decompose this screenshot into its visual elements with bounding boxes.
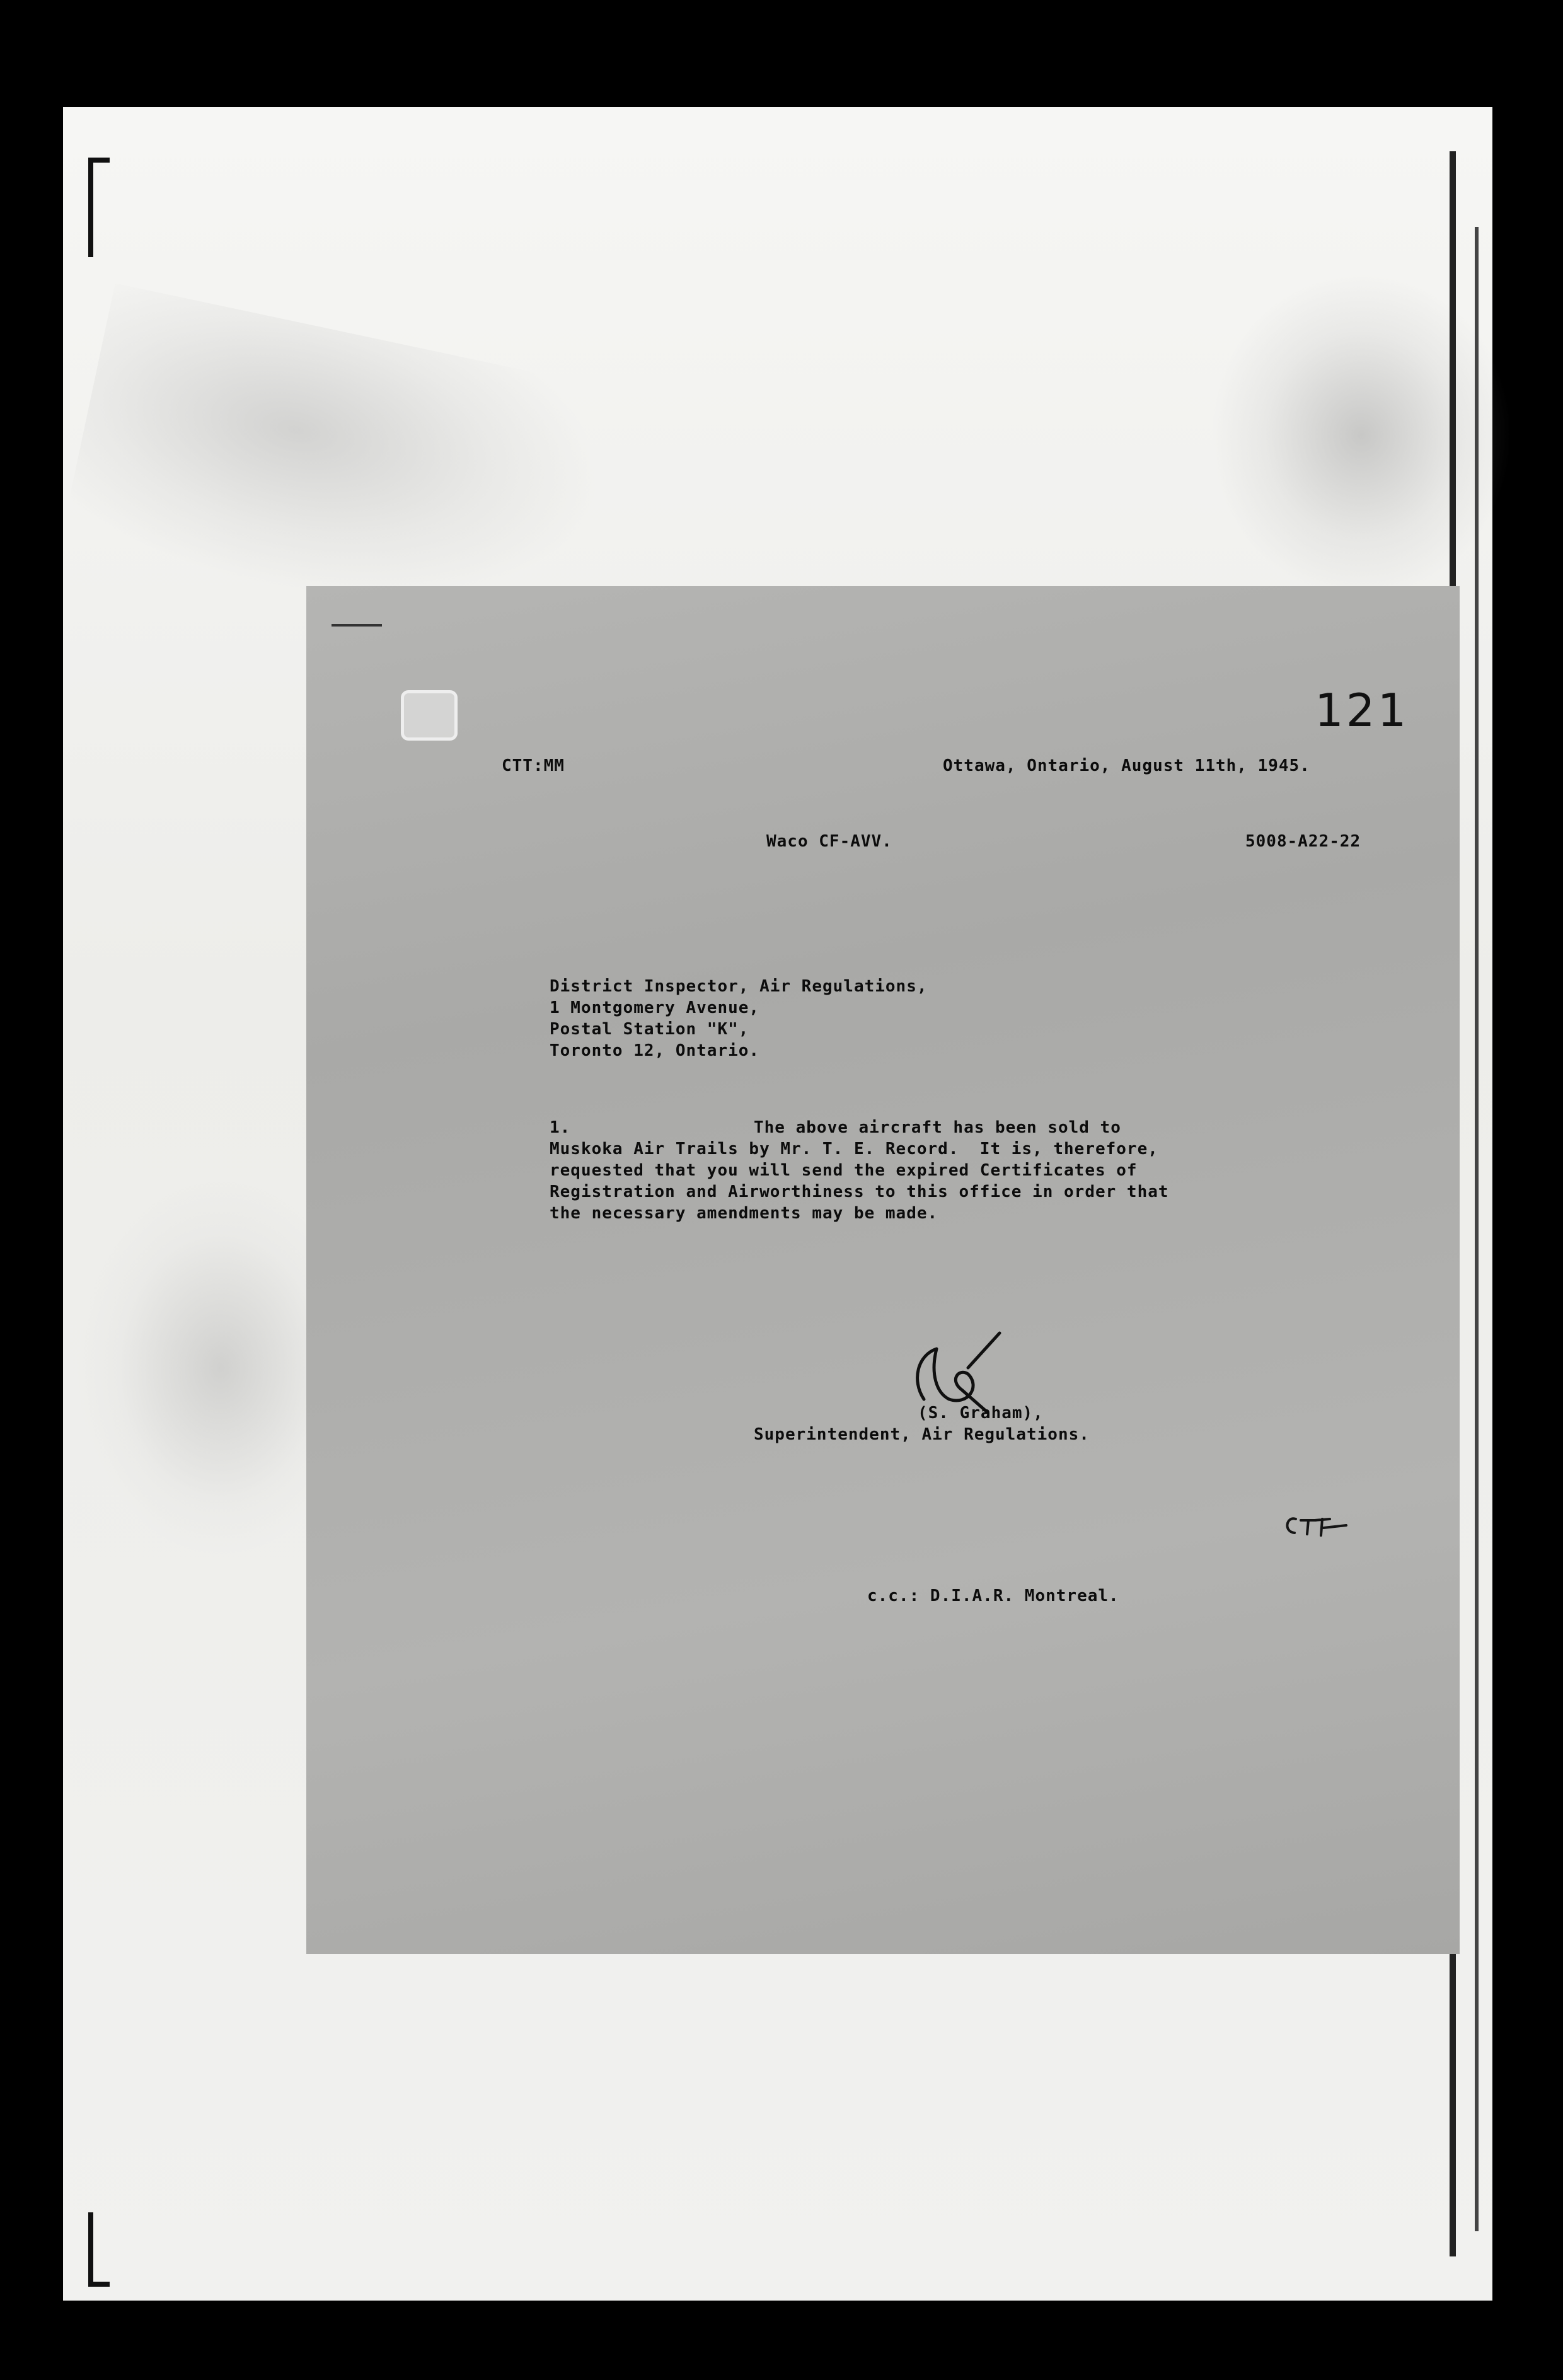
- file-number: 5008-A22-22: [1245, 832, 1361, 851]
- addressee-line: Toronto 12, Ontario.: [550, 1041, 760, 1060]
- carbon-copy-line: c.c.: D.I.A.R. Montreal.: [867, 1586, 1119, 1605]
- corner-mark: [332, 624, 382, 627]
- crop-mark-top-left: [88, 158, 110, 257]
- reference-initials: CTT:MM: [502, 756, 565, 775]
- signatory-title: Superintendent, Air Regulations.: [754, 1425, 1090, 1444]
- body-line: The above aircraft has been sold to: [754, 1118, 1121, 1137]
- signatory-name: (S. Graham),: [918, 1404, 1044, 1423]
- body-line: Muskoka Air Trails by Mr. T. E. Record. It is, therefore,: [550, 1140, 1158, 1158]
- addressee-line: 1 Montgomery Avenue,: [550, 998, 760, 1017]
- addressee-line: District Inspector, Air Regulations,: [550, 977, 928, 996]
- mount-right-edge: [1475, 227, 1479, 2231]
- mount-stain: [1210, 271, 1513, 599]
- place-date: Ottawa, Ontario, August 11th, 1945.: [943, 756, 1310, 775]
- folio-number: 121: [1315, 684, 1409, 737]
- addressee-line: Postal Station "K",: [550, 1020, 749, 1039]
- staple-hole: [401, 690, 458, 741]
- paragraph-number: 1.: [550, 1118, 571, 1137]
- body-line: Registration and Airworthiness to this office in order that: [550, 1182, 1169, 1201]
- crop-mark-bottom-left: [88, 2212, 110, 2287]
- body-line: requested that you will send the expired Certificates of: [550, 1161, 1138, 1180]
- body-line: the necessary amendments may be made.: [550, 1204, 938, 1223]
- subject-aircraft: Waco CF-AVV.: [766, 832, 892, 851]
- handwritten-initials: [1277, 1506, 1352, 1544]
- letter-sheet: [306, 586, 1460, 1954]
